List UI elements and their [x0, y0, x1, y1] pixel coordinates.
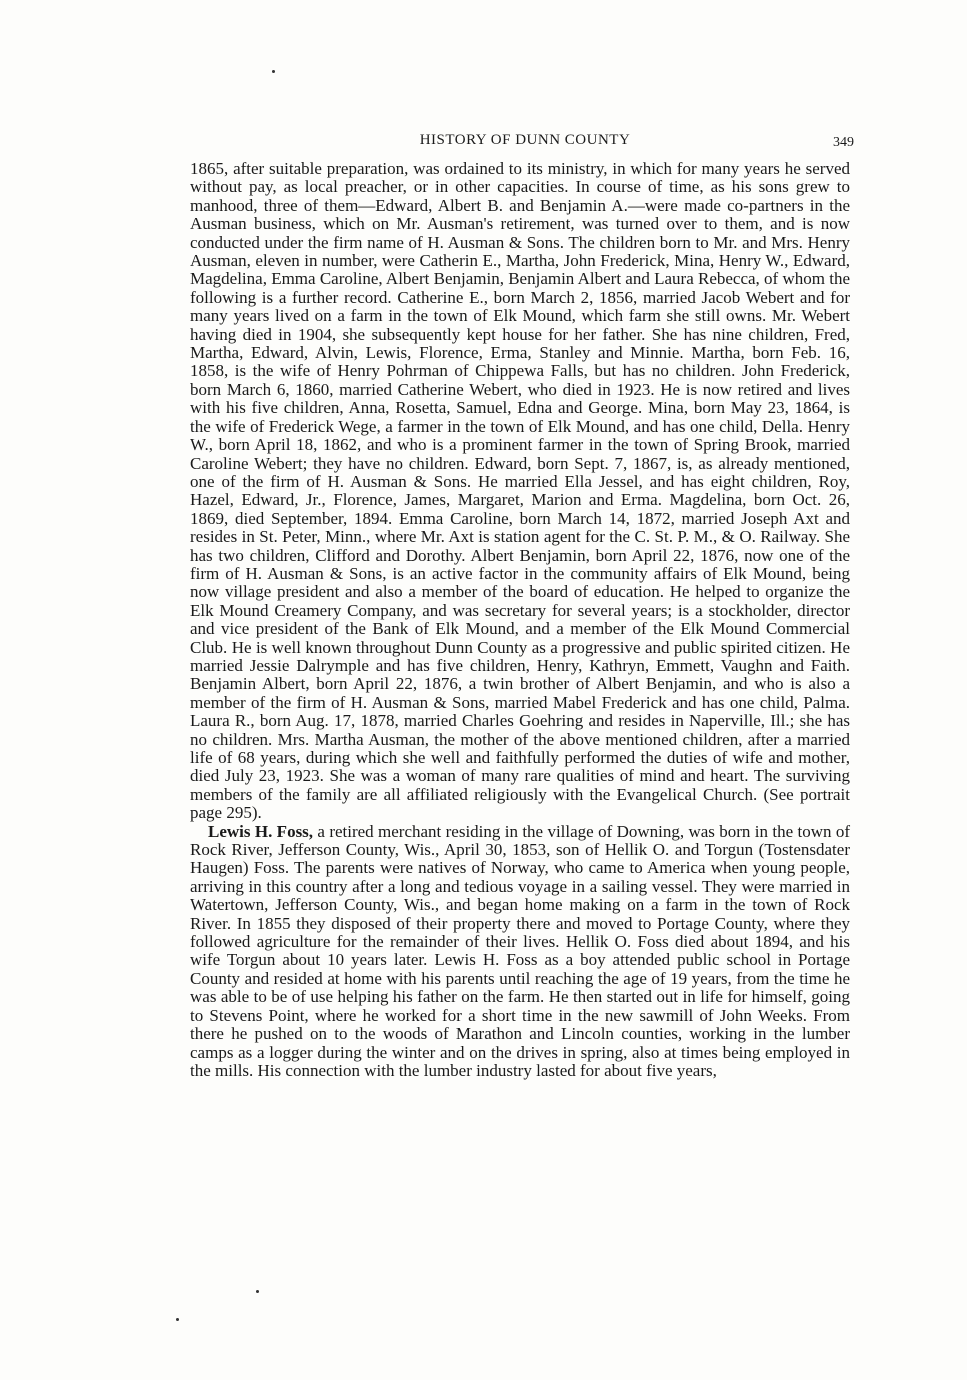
paragraph-ausman-family	[190, 160, 850, 823]
paragraph-lewis-foss	[190, 823, 850, 1081]
print-speck	[176, 1318, 179, 1321]
paragraph-text: 1865, after suitable preparation, was ordained to its ministry, in which for many years he served without pay, as local preacher, or in other capacities. In course of time, as his sons grew to manhood, three of them—Edward, Albert B. and Benjamin A.—were made co-partners in the Ausman business, which on Mr. Ausman's retirement, was turned over to them, and is now conducted under the firm name of H. Ausman & Sons. The children born to Mr. and Mrs. Henry Ausman, eleven in number, were Catherin E., Martha, John Frederick, Mina, Henry W., Edward, Magdelina, Emma Caroline, Albert Benjamin, Benjamin Albert and Laura Rebecca, of whom the following is a further record. Catherine E., born March 2, 1856, married Jacob Webert and for many years lived on a farm in the town of Elk Mound, which farm she still owns. Mr. Webert having died in 1904, she subsequently kept house for her father. She has nine children, Fred, Martha, Edward, Alvin, Lewis, Florence, Erma, Stanley and Minnie. Martha, born Feb. 16, 1858, is the wife of Henry Pohrman of Chippewa Falls, but has no children. John Frederick, born March 6, 1860, married Catherine Webert, who died in 1923. He is now retired and lives with his five children, Anna, Rosetta, Samuel, Edna and George. Mina, born May 23, 1864, is the wife of Frederick Wege, a farmer in the town of Elk Mound, and has one child, Della. Henry W., born April 18, 1862, and who is a prominent farmer in the town of Spring Brook, married Caroline Webert; they have no children. Edward, born Sept. 7, 1867, is, as already mentioned, one of the firm of H. Ausman & Sons. He married Ella Jessel, and has eight children, Roy, Hazel, Edward, Jr., Florence, James, Margaret, Marion and Erma. Magdelina, born Oct. 26, 1869, died September, 1894. Emma Caroline, born March 14, 1872, married Joseph Axt and resides in St. Peter, Minn., where Mr. Axt is station agent for the C. St. P. M., & O. Railway. She has two children, Clifford and Dorothy. Albert Benjamin, born April 22, 1876, now one of the firm of H. Ausman & Sons, is an active factor in the community affairs of Elk Mound, being now village president and also a member of the board of education. He helped to organize the Elk Mound Creamery Company, and was secretary for several years; is a stockholder, director and vice president of the Bank of Elk Mound, and a member of the Elk Mound Commercial Club. He is well known throughout Dunn County as a progressive and public spirited citizen. He married Jessie Dalrymple and has five children, Henry, Kathryn, Emmett, Vaughn and Faith. Benjamin Albert, born April 22, 1876, a twin brother of Albert Benjamin, and who is also a member of the firm of H. Ausman & Sons, married Mabel Frederick and has one child, Palma. Laura R., born Aug. 17, 1878, married Charles Goehring and resides in Naperville, Ill.; she has no children. Mrs. Martha Ausman, the mother of the above mentioned children, after a married life of 68 years, during which she well and faithfully performed the duties of wife and mother, died July 23, 1923. She was a woman of many rare qualities of mind and heart. The surviving members of the family are all affiliated religiously with the Evangelical Church. (See portrait page 295).	[190, 159, 850, 823]
running-title: HISTORY OF DUNN COUNTY	[419, 132, 631, 148]
print-speck	[272, 70, 275, 73]
page-body	[190, 160, 850, 1080]
print-speck	[256, 1290, 259, 1293]
paragraph-text: a retired merchant residing in the village of Downing, was born in the town of Rock River, Jefferson County, Wis., April 30, 1853, son of Hellik O. and Torgun (Tostensdater Haugen) Foss. The parents were natives of Norway, who came to America when young people, arriving in this country after a long and tedious voyage in a sailing vessel. They were married in Watertown, Jefferson County, Wis., and began home making on a farm in the town of Rock River. In 1855 they disposed of their property there and moved to Portage County, where they followed agriculture for the remainder of their lives. Hellik O. Foss died about 1894, and his wife Torgun about 10 years later. Lewis H. Foss as a boy attended public school in Portage County and resided at home with his parents until reaching the age of 19 years, from the time he was able to be of use helping his father on the farm. He then started out in life for himself, going to Stevens Point, where he worked for a short time in the new sawmill of John Weeks. From there he pushed on to the woods of Marathon and Lincoln counties, working in the lumber camps as a logger during the winter and on the drives in spring, also at times being employed in the mills. His connection with the lumber industry lasted for about five years,	[190, 821, 851, 1080]
page-header	[190, 128, 860, 150]
biography-lead-name: Lewis H. Foss,	[208, 821, 314, 841]
page-number: 349	[833, 135, 854, 150]
